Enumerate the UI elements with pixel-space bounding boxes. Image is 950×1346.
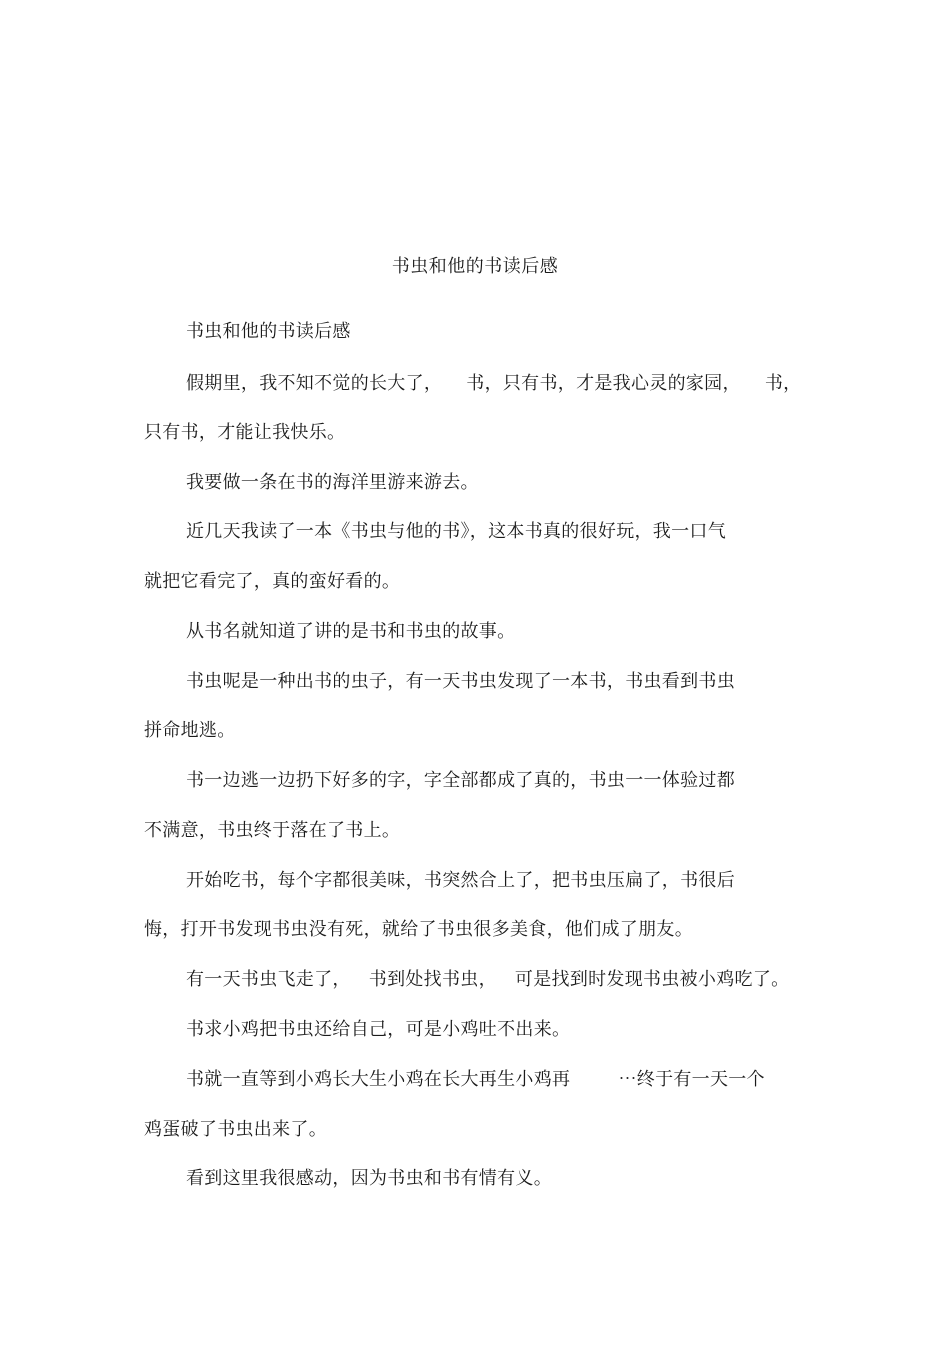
paragraph-line: 书虫呢是一种出书的虫子，有一天书虫发现了一本书，书虫看到书虫 <box>186 671 735 692</box>
paragraph-line: 我要做一条在书的海洋里游来游去。 <box>186 472 479 493</box>
paragraph-line: 书一边逃一边扔下好多的字，字全部都成了真的，书虫一一体验过都 <box>186 770 735 791</box>
paragraph-line: 鸡蛋破了书虫出来了。 <box>144 1119 327 1140</box>
paragraph-line: 拼命地逃。 <box>144 720 236 741</box>
paragraph-line: 开始吃书，每个字都很美味，书突然合上了，把书虫压扁了，书很后 <box>186 870 735 891</box>
paragraph-line: 书虫和他的书读后感 <box>186 321 351 342</box>
paragraph-line: 悔，打开书发现书虫没有死，就给了书虫很多美食，他们成了朋友。 <box>144 919 693 940</box>
paragraph-line: 不满意，书虫终于落在了书上。 <box>144 820 401 841</box>
document-title: 书虫和他的书读后感 <box>391 256 559 277</box>
paragraph-line: 书就一直等到小鸡长大生小鸡在长大再生小鸡再 ⋯终于有一天一个 <box>186 1069 765 1090</box>
paragraph-line: 假期里，我不知不觉的长大了， 书，只有书，才是我心灵的家园， 书， <box>186 373 802 394</box>
paragraph-line: 只有书，才能让我快乐。 <box>144 422 346 443</box>
paragraph-line: 就把它看完了，真的蛮好看的。 <box>144 571 401 592</box>
paragraph-line: 看到这里我很感动，因为书虫和书有情有义。 <box>186 1168 552 1189</box>
paragraph-line: 书求小鸡把书虫还给自己，可是小鸡吐不出来。 <box>186 1019 571 1040</box>
paragraph-line: 有一天书虫飞走了， 书到处找书虫， 可是找到时发现书虫被小鸡吃了。 <box>186 969 790 990</box>
paragraph-line: 从书名就知道了讲的是书和书虫的故事。 <box>186 621 516 642</box>
paragraph-line: 近几天我读了一本《书虫与他的书》，这本书真的很好玩，我一口气 <box>186 521 726 542</box>
